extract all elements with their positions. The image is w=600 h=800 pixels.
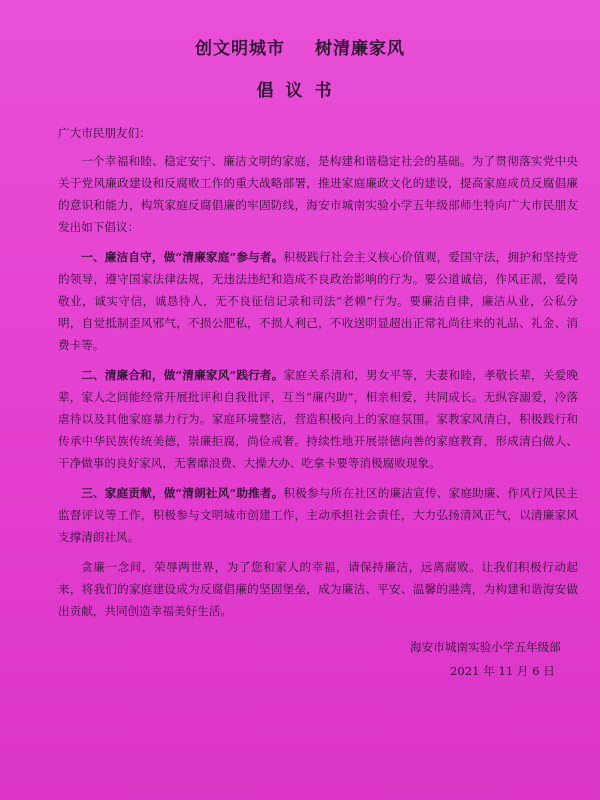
proposal-item-1 [58, 246, 578, 356]
signature: 海安市城南实验小学五年级部 [410, 640, 561, 654]
item2-heading: 二、清廉合和，做“清廉家风”践行者。 [81, 368, 284, 382]
item1-heading: 一、廉洁自守，做“清廉家庭”参与者。 [81, 250, 284, 264]
document-subtitle: 倡议书 [256, 81, 344, 101]
item2-body: 家庭关系清和，男女平等，夫妻和睦，孝敬长辈，关爱晚辈，家人之间能经常开展批评和自我批评，互当“廉内助”，相亲相爱，共同成长。无纵容溺爱，冷落虐待以及其他家庭暴力行为。家庭环境整洁，营造积极向上的家庭氛围。家教家风清白，积极践行和传承中华民族传统美德，崇廉拒腐，尚俭戒奢。持续性地开展崇德向善的家庭教育，形成清白做人、干净做事的良好家风，无奢靡浪费、大操大办、吃拿卡要等消极腐败现象。 [58, 368, 578, 470]
title-right: 树清廉家风 [315, 39, 405, 59]
title-left: 创文明城市 [195, 39, 285, 59]
date: 2021 年 11 月 6 日 [450, 664, 555, 678]
item1-body: 积极践行社会主义核心价值观，爱国守法，拥护和坚持党的领导，遵守国家法律法规，无违法违纪和造成不良政治影响的行为。要公道诚信，作风正派，爱岗敬业，诚实守信，诚恳待人，无不良征信记录和司法“老赖”行为。要廉洁自律，廉洁从业，公私分明，自觉抵制歪风邪气，不损公肥私，不损人利己，不收送明显超出正常礼尚往来的礼品、礼金、消费卡等。 [58, 250, 578, 352]
document-body [58, 122, 578, 630]
item3-heading: 三、家庭贡献，做“清朗社风”助推者。 [81, 486, 284, 500]
proposal-item-2 [58, 364, 578, 474]
closing-paragraph: 贪廉一念间，荣辱两世界，为了您和家人的幸福，请保持廉洁，远离腐败。让我们积极行动起来，将我们的家庭建设成为反腐倡廉的坚固堡垒，成为廉洁、平安、温馨的港湾，为构建和谐海安做出贡献，共同创造幸福美好生活。 [58, 560, 578, 618]
greeting: 广大市民朋友们： [58, 126, 151, 140]
item3-body: 积极参与所在社区的廉洁宣传、家庭助廉、作风行风民主监督评议等工作，积极参与文明城市创建工作，主动承担社会责任，大力弘扬清风正气，以清廉家风支撑清朗社风。 [58, 486, 578, 544]
document-title [0, 34, 600, 59]
intro-paragraph: 一个幸福和睦、稳定安宁、廉洁文明的家庭，是构建和谐稳定社会的基础。为了贯彻落实党中央关于党风廉政建设和反腐败工作的重大战略部署，推进家庭廉政文化的建设，提高家庭成员反腐倡廉的意识和能力，构筑家庭反腐倡廉的牢固防线，海安市城南实验小学五年级部师生特向广大市民朋友发出如下倡议： [58, 154, 578, 234]
proposal-item-3 [58, 482, 578, 548]
